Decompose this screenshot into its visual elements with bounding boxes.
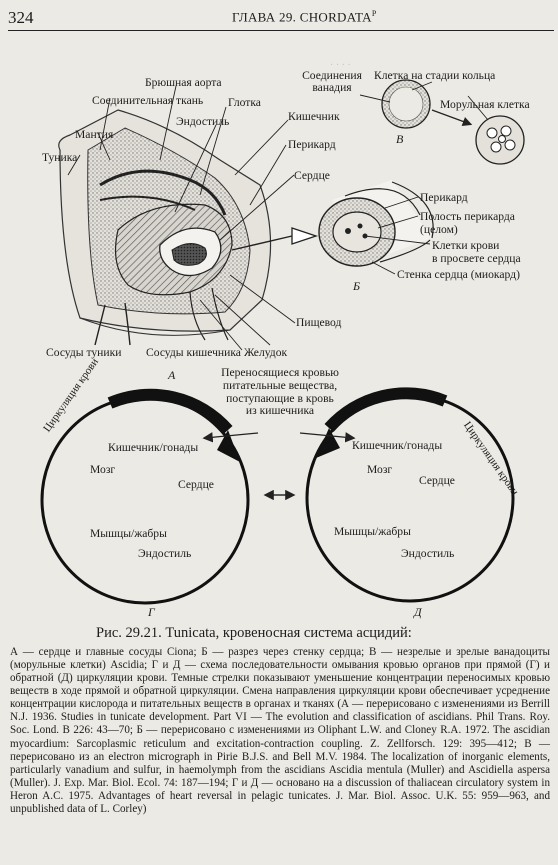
label-circulation-d: Циркуляция крови xyxy=(460,419,521,498)
label-tunic: Туника xyxy=(42,151,78,164)
label-nutrients-line1: Переносящиеся кровью xyxy=(221,366,339,379)
label-pericard-cavity: Полость перикарда xyxy=(420,210,515,223)
label-vanadium-compounds xyxy=(296,70,368,94)
label-esophagus: Пищевод xyxy=(296,316,342,329)
label-nutrients-line2: питательные вещества, xyxy=(222,378,338,392)
label-nutrients-line3: поступающие в кровь xyxy=(226,391,334,405)
label-pericard-b: Перикард xyxy=(420,191,468,204)
label-gut-vessels: Сосуды кишечника xyxy=(146,346,241,359)
chapter-title-text: ГЛАВА 29. CHORDATA xyxy=(232,9,372,25)
label-stomach: Желудок xyxy=(244,346,288,359)
label-heart-a: Сердце xyxy=(294,169,330,182)
label-endostyle-g: Эндостиль xyxy=(138,547,192,560)
label-heart-d: Сердце xyxy=(419,474,455,487)
chapter-title-sup: P xyxy=(371,9,377,18)
label-connective-tissue: Соединительная ткань xyxy=(92,94,204,107)
page-number: 324 xyxy=(8,8,34,27)
figure-letter-v: В xyxy=(396,132,404,146)
label-ring-stage-cell: Клетка на стадии кольца xyxy=(374,69,496,82)
label-gut-gonads-d: Кишечник/гонады xyxy=(352,439,443,452)
label-pericard-a: Перикард xyxy=(288,138,336,151)
label-vanadium-line1: Соединения xyxy=(302,69,362,82)
label-brain-g: Мозг xyxy=(90,463,116,476)
label-nutrients-line4: из кишечника xyxy=(245,404,315,418)
label-circulation-g: Циркуляция крови xyxy=(41,356,101,435)
figure-b-heart-section xyxy=(319,180,433,266)
label-tunic-vessels: Сосуды туники xyxy=(46,346,122,359)
label-vanadium-line2: ванадия xyxy=(312,81,352,95)
label-heart-lumen: в просвете сердца xyxy=(432,252,521,265)
label-muscles-g: Мышцы/жабры xyxy=(90,527,167,540)
label-endostyle-a: Эндостиль xyxy=(176,115,230,128)
bleed-through-text: · · · · xyxy=(330,60,351,71)
figure-caption-body: А — сердце и главные сосуды Ciona; Б — разрез через стенку сердца; В — незрелые и зрелые ванадоциты (морульные клетки) Ascidia; Г и Д — схема последовательности омывания кровью органов при прямой (Г) и обратной (Д) циркуляции крови. Темные стрелки показывают уменьшение концентрации переносимых кровью веществ в ходе прямой и обратной циркуляции. Смена направления циркуляции крови обеспечивает усреднение концентрации кислорода и питательных веществ в органах и тканях (А — перерисовано с изменениями из Berrill N.J. 1936. Studies in tunicate development. Part VI — The evolution and classification of ascidians. Phil Trans. Roy. Soc. Lond. B 226: 43—70; Б — перерисовано с изменениями из Oliphant L.W. and Cloney R.A. 1972. The ascidian myocardium: Sarcoplasmic reticulum and excitation-contraction coupling. Z. Zellforsch. 129: 395—412; В — перерисовано из an electron micrograph in Pirie B.J.S. and Bell M.V. 1984. The localization of inorganic elements, particularly vanadium and sulfur, in haemolymph from the ascidians Ascidia mentula (Muller) and Ascidiella aspersa (Muller). J. Exp. Mar. Biol. Ecol. 74: 187—194; Г и Д — основано на a discussion of thaliacean circulatory system in Heron A.C. 1975. Advantages of heart reversal in pelagic tunicates. J. Mar. Biol. Assoc. U.K. 55: 959—963, and unpublished data of L. Corley) xyxy=(10,646,550,815)
label-abdominal-aorta: Брюшная аорта xyxy=(145,76,222,89)
figure-letter-b: Б xyxy=(353,279,361,293)
label-heart-wall: Стенка сердца (миокард) xyxy=(397,268,520,281)
label-brain-d: Мозг xyxy=(367,463,393,476)
label-intestine: Кишечник xyxy=(288,110,340,123)
label-morula-cell: Морульная клетка xyxy=(440,98,530,111)
label-heart-g: Сердце xyxy=(178,478,214,491)
circulation-diagram-d xyxy=(307,393,513,601)
label-coelom: (целом) xyxy=(420,223,458,236)
label-muscles-d: Мышцы/жабры xyxy=(334,525,411,538)
label-mantle: Мантия xyxy=(75,128,114,141)
label-gut-gonads-g: Кишечник/гонады xyxy=(108,441,199,454)
label-pharynx: Глотка xyxy=(228,96,261,109)
label-endostyle-d: Эндостиль xyxy=(401,547,455,560)
figure-letter-g: Г xyxy=(148,605,155,619)
figure-letter-d: Д xyxy=(414,605,422,619)
figure-caption-title: Рис. 29.21. Tunicata, кровеносная система асцидий: xyxy=(96,625,412,641)
circulation-diagram-g xyxy=(42,395,248,603)
figure-v-vanadocytes xyxy=(382,80,524,164)
label-nutrients xyxy=(200,367,360,418)
figure-letter-a: А xyxy=(168,368,176,382)
label-blood-cells: Клетки крови xyxy=(432,239,500,252)
